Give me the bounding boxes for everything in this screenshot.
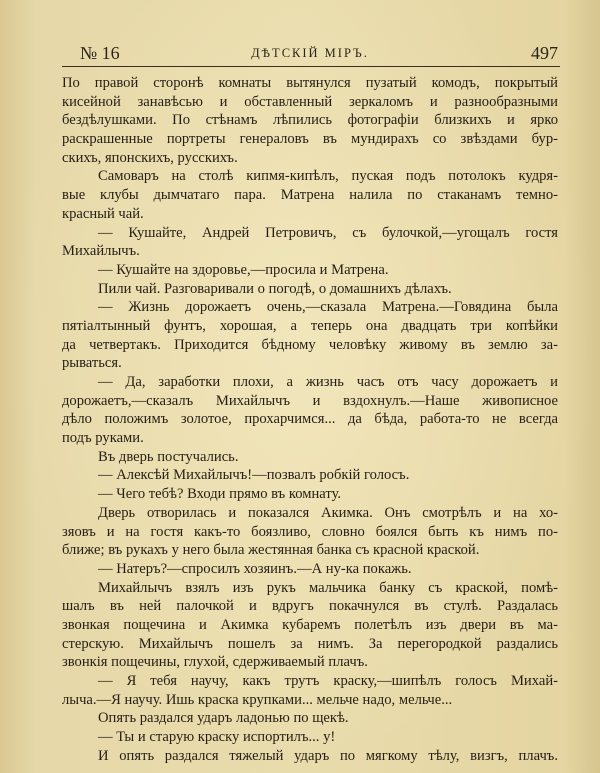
text-line: бездѣлушками. По стѣнамъ лѣпились фотографіи близкихъ и ярко [62, 112, 558, 129]
text-line: пятіалтынный фунтъ, хорошая, а теперь она двадцать три копѣйки [62, 317, 558, 334]
text-line: — Чего тебѣ? Входи прямо въ комнату. [98, 486, 342, 503]
text-line: — Жизнь дорожаетъ очень,—сказала Матрена.—Говядина была [98, 299, 558, 316]
text-line: — Я тебя научу, какъ трутъ краску,—шипѣлъ голосъ Михай- [98, 673, 558, 689]
text-line: Михайлычъ взялъ изъ рукъ мальчика банку съ краской, помѣ- [98, 579, 558, 596]
text-line: зяовъ и на гостя какъ-то боязливо, словно боялся быть къ нимъ по- [62, 523, 558, 540]
header-rule [62, 66, 560, 67]
page-header [62, 40, 558, 66]
text-line: шалъ въ ней палочкой и вдругъ покачнулся въ стулѣ. Раздалась [62, 598, 558, 615]
text-line: стерскую. Михайлычъ пошелъ за нимъ. За перегородкой раздались [62, 635, 558, 652]
text-line: кисейной занавѣсью и обставленный зеркаломъ и разнообразными [62, 93, 558, 110]
text-line: звонкая пощечина и Акимка кубаремъ полетѣлъ изъ двери въ ма- [62, 616, 558, 633]
text-line: лыча.—Я научу. Ишь краска крупками... мельче надо, мельче... [62, 691, 453, 708]
text-line: — Алексѣй Михайлычъ!—позвалъ робкій голосъ. [98, 467, 410, 484]
text-line: Въ дверь постучались. [98, 448, 239, 465]
text-line: — Кушайте на здоровье,—просила и Матрена. [98, 261, 389, 278]
text-line: скихъ, японскихъ, русскихъ. [62, 149, 238, 166]
page-number: 497 [531, 43, 558, 63]
text-line: дорожаетъ,—сказалъ Михайлычъ и вздохнулъ.—Наше живописное [62, 392, 558, 409]
text-line: Опять раздался ударъ ладонью по щекѣ. [98, 710, 349, 727]
text-line: рываться. [62, 355, 122, 372]
text-line: Самоваръ на столѣ кипмя-кипѣлъ, пуская подъ потолокъ кудря- [98, 168, 558, 185]
text-line: раскрашенные портреты генераловъ въ мундирахъ со звѣздами бур- [62, 131, 558, 148]
text-line: — Ты и старую краску испортилъ... у! [98, 729, 336, 746]
text-line: И опять раздался тяжелый ударъ по мягкому тѣлу, визгъ, плачъ. [98, 747, 558, 764]
text-line: вые клубы дымчатаго пара. Матрена налила по стаканамъ темно- [62, 187, 558, 204]
text-line: да четвертакъ. Приходится бѣдному человѣку живому въ землю за- [62, 336, 558, 353]
text-line: дѣло положимъ золотое, прохарчимся... да бѣда, работа-то не всегда [62, 411, 558, 428]
text-line: — Кушайте, Андрей Петровичъ, съ булочкой,—угощалъ гостя [98, 224, 558, 241]
text-line: — Да, заработки плохи, а жизнь часъ отъ часу дорожаетъ и [98, 374, 558, 390]
text-line: Пили чай. Разговаривали о погодѣ, о домашнихъ дѣлахъ. [98, 280, 452, 297]
text-line: красный чай. [62, 205, 144, 222]
text-line: подъ руками. [62, 430, 144, 447]
issue-number: № 16 [80, 43, 120, 63]
text-line: Михайлычъ. [62, 243, 140, 260]
text-line: ближе; въ рукахъ у него была жестянная банка съ красной краской. [62, 542, 480, 559]
text-line: По правой сторонѣ комнаты вытянулся пузатый комодъ, покрытый [62, 75, 558, 91]
text-line: звонкія пощечины, глухой, сдерживаемый плачъ. [62, 654, 368, 671]
text-line: Дверь отворилась и показался Акимка. Онъ смотрѣлъ и на хо- [98, 504, 558, 521]
magazine-title: ДѢТСКІЙ МІРЪ. [251, 46, 369, 60]
text-line: — Натеръ?—спросилъ хозяинъ.—А ну-ка покажь. [98, 560, 412, 577]
body-text [62, 74, 558, 765]
